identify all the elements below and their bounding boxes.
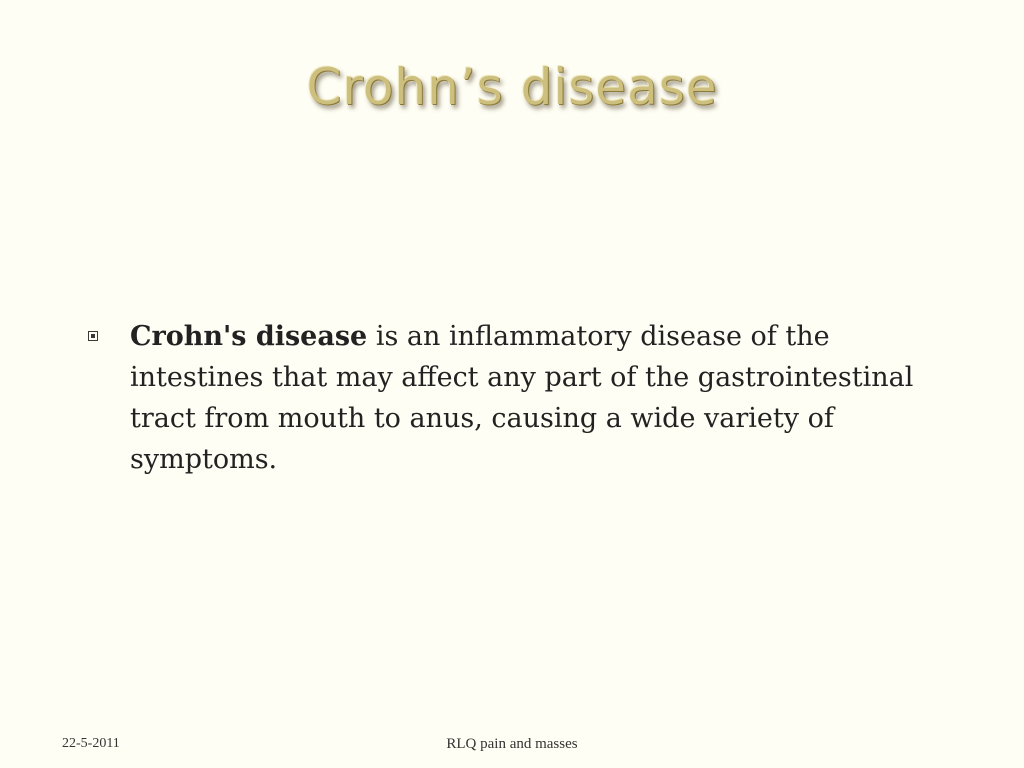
footer-date: 22-5-2011 [62,736,120,751]
bullet-term: Crohn's disease [130,321,368,352]
bullet-description: is an inflammatory disease of the intestines that may affect any part of the gastrointestinal tract from mouth to anus, causing a wide variety of symptoms. [130,321,914,475]
footer-title: RLQ pain and masses [446,736,578,752]
square-bullet-icon [88,331,98,341]
bullet-item [88,316,928,480]
bullet-text [130,316,920,480]
slide-title: Crohn’s disease [306,58,718,116]
slide-content [88,316,928,480]
